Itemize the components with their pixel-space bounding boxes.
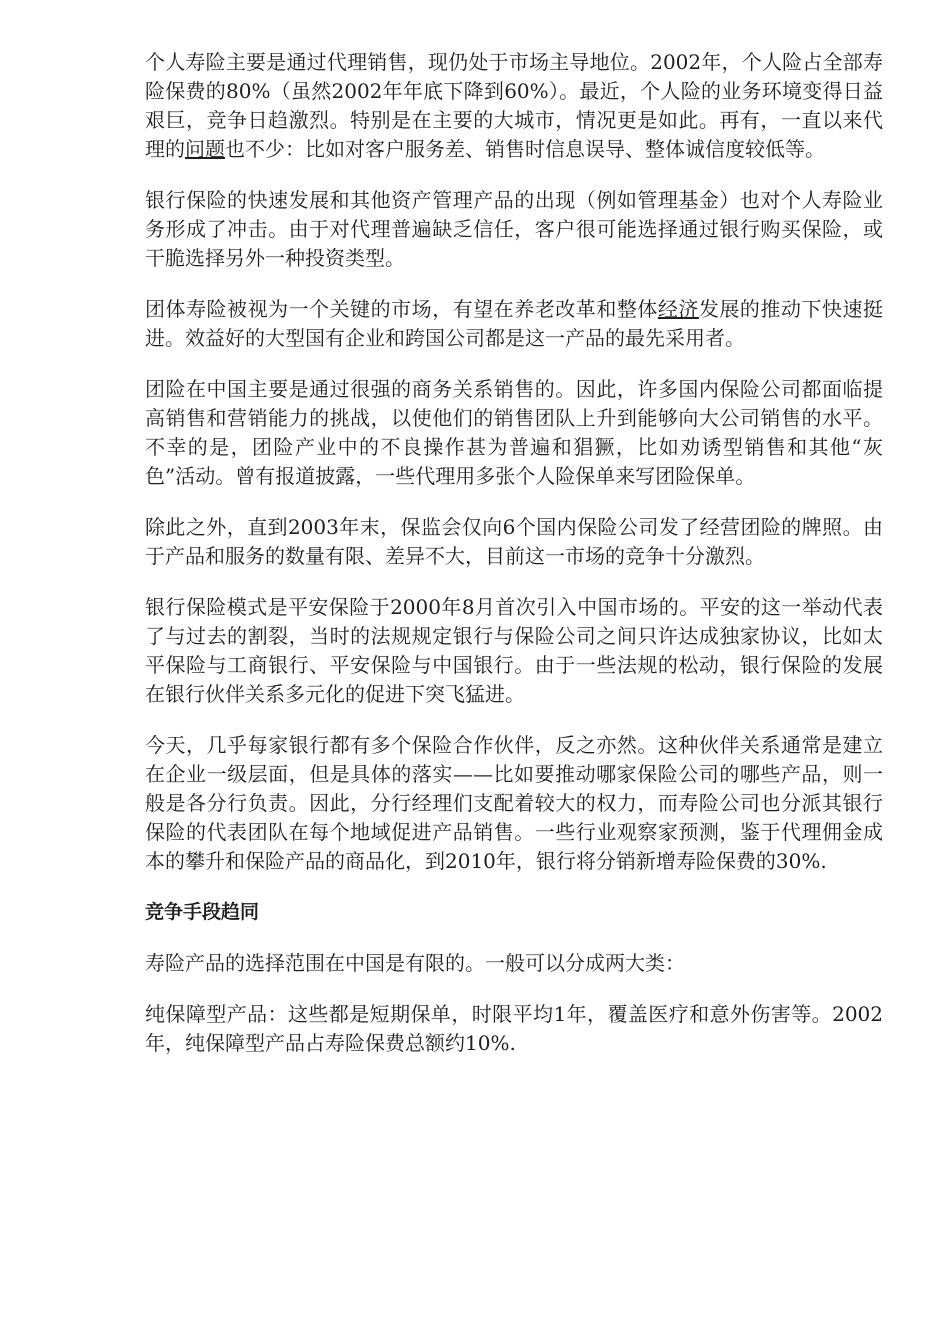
paragraph-individual-life: [145, 48, 883, 164]
paragraph-product-range: 寿险产品的选择范围在中国是有限的。一般可以分成两大类：: [145, 951, 685, 975]
section-heading: 竞争手段趋同: [145, 901, 260, 923]
paragraph-group-life: [145, 295, 883, 353]
link-problem[interactable]: 问题: [185, 137, 225, 161]
paragraph-text: 也不少：比如对客户服务差、销售时信息误导、整体诚信度较低等。: [225, 137, 825, 161]
paragraph-text: 发展的推动下快速挺进。效益好的大型国有企业和跨国公司都是这一产品的最先采用者。: [145, 297, 884, 350]
document-page: [145, 48, 883, 1080]
paragraph-bank-partners: 今天，几乎每家银行都有多个保险合作伙伴，反之亦然。这种伙伴关系通常是建立在企业一级层面，但是具体的落实——比如要推动哪家保险公司的哪些产品，则一般是各分行负责。因此，分行经理们支配着较大的权力，而寿险公司也分派其银行保险的代表团队在每个地域促进产品销售。一些行业观察家预测，鉴于代理佣金成本的攀升和保险产品的商品化，到2010年，银行将分销新增寿险保费的30%.: [145, 733, 883, 873]
paragraph-licenses: 除此之外，直到2003年末，保监会仅向6个国内保险公司发了经营团险的牌照。由于产品和服务的数量有限、差异不大，目前这一市场的竞争十分激烈。: [145, 515, 883, 568]
link-economy[interactable]: 经济: [657, 297, 699, 321]
paragraph-bancassurance-impact: 银行保险的快速发展和其他资产管理产品的出现（例如管理基金）也对个人寿险业务形成了冲击。由于对代理普遍缺乏信任，客户很可能选择通过银行购买保险，或干脆选择另外一种投资类型。: [145, 188, 883, 270]
paragraph-bancassurance-model: 银行保险模式是平安保险于2000年8月首次引入中国市场的。平安的这一举动代表了与过去的割裂，当时的法规规定银行与保险公司之间只许达成独家协议，比如太平保险与工商银行、平安保险与中国银行。由于一些法规的松动，银行保险的发展在银行伙伴关系多元化的促进下突飞猛进。: [145, 595, 883, 706]
paragraph-group-sales: 团险在中国主要是通过很强的商务关系销售的。因此，许多国内保险公司都面临提高销售和营销能力的挑战，以使他们的销售团队上升到能够向大公司销售的水平。不幸的是，团险产业中的不良操作甚为普遍和猖獗，比如劝诱型销售和其他“灰色”活动。曾有报道披露，一些代理用多张个人险保单来写团险保单。: [145, 377, 883, 488]
paragraph-text: 团体寿险被视为一个关键的市场，有望在养老改革和整体: [145, 297, 658, 321]
paragraph-protection-products: 纯保障型产品：这些都是短期保单，时限平均1年，覆盖医疗和意外伤害等。2002年，纯保障型产品占寿险保费总额约10%.: [145, 1002, 883, 1055]
paragraph-text: 个人寿险主要是通过代理销售，现仍处于市场主导地位。2002年，个人险占全部寿险保费的80%（虽然2002年年底下降到60%）。最近，个人险的业务环境变得日益艰巨，竞争日趋激烈。特别是在主要的大城市，情况更是如此。再有，一直以来代理的: [145, 50, 883, 161]
